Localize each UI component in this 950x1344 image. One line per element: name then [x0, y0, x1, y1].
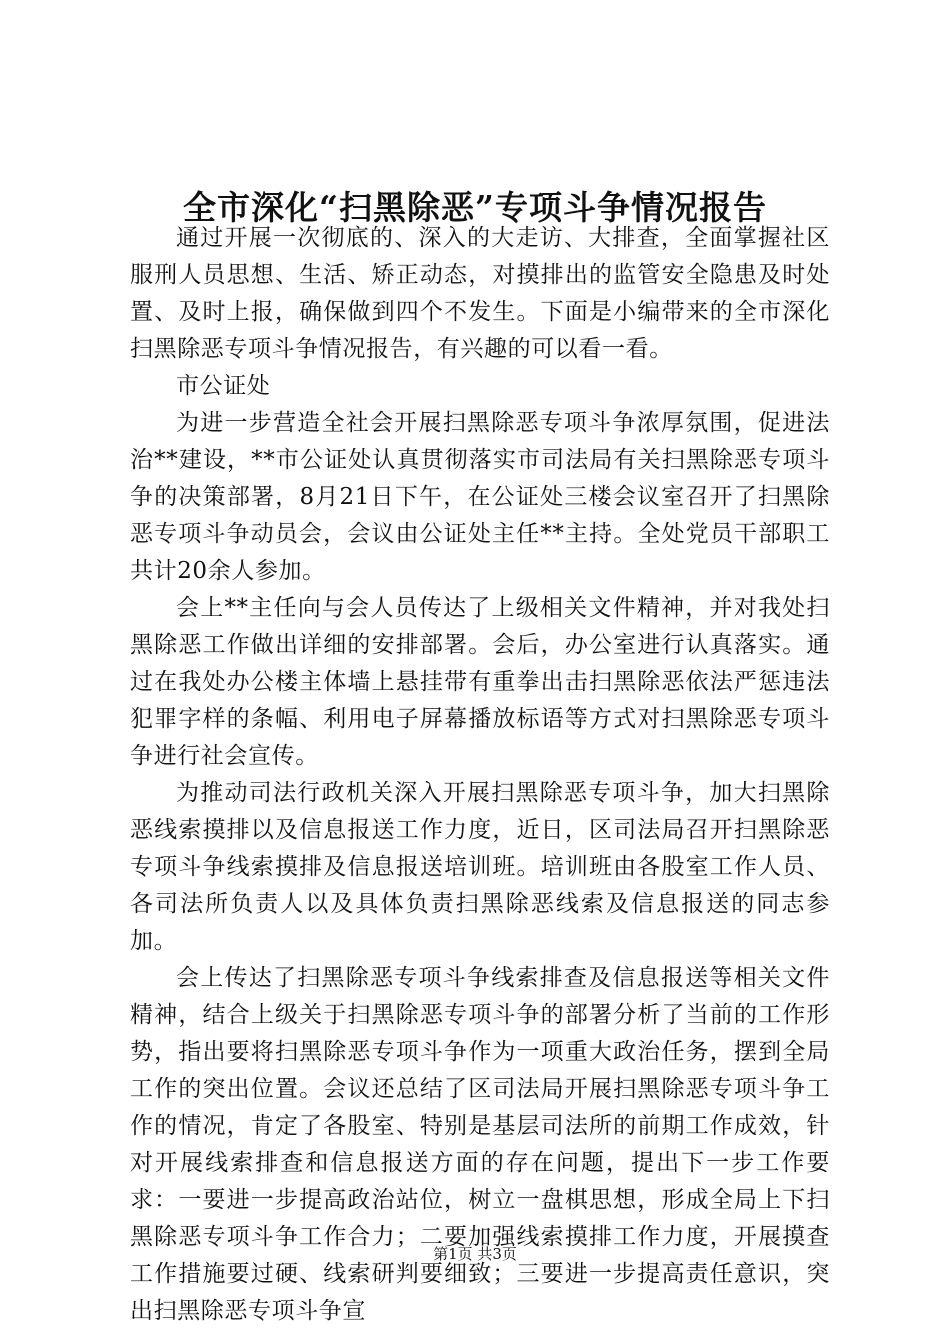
document-body: [130, 220, 830, 1330]
document-title: 全市深化“扫黑除恶”专项斗争情况报告: [183, 188, 767, 227]
paragraph-notary-meeting: 为进一步营造全社会开展扫黑除恶专项斗争浓厚氛围，促进法治**建设，**市公证处认真贯彻落实市司法局有关扫黑除恶专项斗争的决策部署，8月21日下午，在公证处三楼会议室召开了扫黑除恶专项斗争动员会，会议由公证处主任**主持。全处党员干部职工共计20余人参加。: [130, 410, 830, 584]
page-footer: 第1页 共3页: [433, 1245, 517, 1263]
paragraph-meeting-details: 会上**主任向与会人员传达了上级相关文件精神，并对我处扫黑除恶工作做出详细的安排部署。会后，办公室进行认真落实。通过在我处办公楼主体墙上悬挂带有重拳出击扫黑除恶依法严惩违法犯罪字样的条幅、利用电子屏幕播放标语等方式对扫黑除恶专项斗争进行社会宣传。: [130, 595, 830, 769]
paragraph-section-heading: 市公证处: [176, 373, 271, 399]
paragraph-training: 为推动司法行政机关深入开展扫黑除恶专项斗争，加大扫黑除恶线索摸排以及信息报送工作力度，近日，区司法局召开扫黑除恶专项斗争线索摸排及信息报送培训班。培训班由各股室工作人员、各司法所负责人以及具体负责扫黑除恶线索及信息报送的同志参加。: [130, 780, 830, 954]
paragraph-requirements: 会上传达了扫黑除恶专项斗争线索排查及信息报送等相关文件精神，结合上级关于扫黑除恶专项斗争的部署分析了当前的工作形势，指出要将扫黑除恶专项斗争作为一项重大政治任务，摆到全局工作的突出位置。会议还总结了区司法局开展扫黑除恶专项斗争工作的情况，肯定了各股室、特别是基层司法所的前期工作成效，针对开展线索排查和信息报送方面的存在问题，提出下一步工作要求：一要进一步提高政治站位，树立一盘棋思想，形成全局上下扫黑除恶专项斗争工作合力；二要加强线索摸排工作力度，开展摸查工作措施要过硬、线索研判要细致；三要进一步提高责任意识，突出扫黑除恶专项斗争宣: [130, 965, 830, 1324]
paragraph-intro: 通过开展一次彻底的、深入的大走访、大排查，全面掌握社区服刑人员思想、生活、矫正动态，对摸排出的监管安全隐患及时处置、及时上报，确保做到四个不发生。下面是小编带来的全市深化扫黑除恶专项斗争情况报告，有兴趣的可以看一看。: [130, 225, 830, 362]
